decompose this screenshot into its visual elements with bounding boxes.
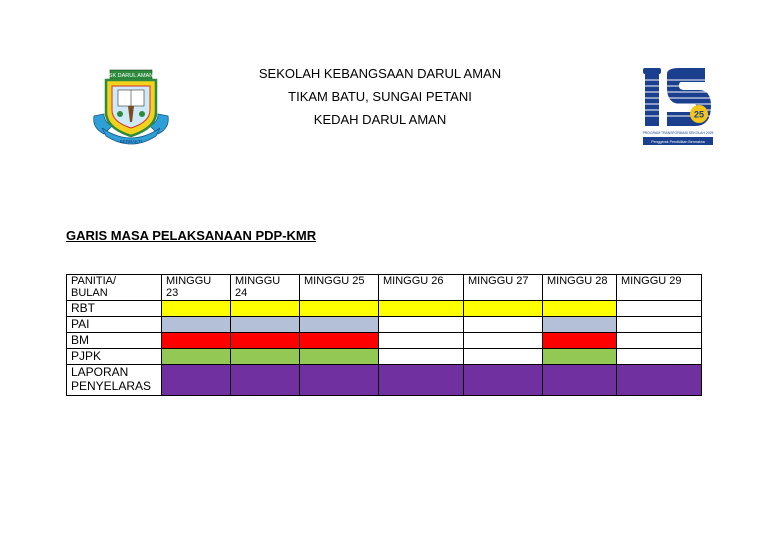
week-header-cell: MINGGU 23 bbox=[162, 275, 231, 301]
programme-number: 25 bbox=[693, 109, 705, 120]
timeline-cell bbox=[162, 349, 231, 365]
table-row bbox=[67, 349, 702, 365]
timeline-cell bbox=[543, 333, 617, 349]
timeline-cell bbox=[379, 301, 464, 317]
timeline-cell bbox=[300, 301, 379, 317]
school-name: SEKOLAH KEBANGSAAN DARUL AMAN bbox=[258, 66, 502, 81]
timeline-cell bbox=[162, 317, 231, 333]
timeline-cell bbox=[379, 349, 464, 365]
row-label-cell: RBT bbox=[67, 301, 162, 317]
timeline-cell bbox=[231, 365, 300, 396]
week-header-cell: MINGGU 25 bbox=[300, 275, 379, 301]
timeline-cell bbox=[300, 317, 379, 333]
table-row bbox=[67, 317, 702, 333]
timeline-cell bbox=[464, 301, 543, 317]
table-row bbox=[67, 365, 702, 396]
timeline-cell bbox=[617, 349, 702, 365]
timeline-cell bbox=[617, 317, 702, 333]
timeline-cell bbox=[464, 333, 543, 349]
timeline-cell bbox=[231, 317, 300, 333]
week-header-cell: MINGGU 26 bbox=[379, 275, 464, 301]
row-label-cell: PAI bbox=[67, 317, 162, 333]
table-row bbox=[67, 301, 702, 317]
timeline-table bbox=[66, 274, 702, 396]
timeline-cell bbox=[464, 365, 543, 396]
timeline-cell bbox=[617, 333, 702, 349]
timeline-cell bbox=[543, 349, 617, 365]
timeline-body bbox=[67, 301, 702, 396]
school-address: TIKAM BATU, SUNGAI PETANI bbox=[288, 89, 472, 104]
week-header-cell: MINGGU 28 bbox=[543, 275, 617, 301]
row-label-cell: LAPORAN PENYELARAS bbox=[67, 365, 162, 396]
timeline-cell bbox=[617, 301, 702, 317]
crest-ribbon-text: BERBAKTI bbox=[119, 139, 143, 144]
timeline-cell bbox=[543, 301, 617, 317]
timeline-cell bbox=[379, 365, 464, 396]
week-header-cell: MINGGU 29 bbox=[617, 275, 702, 301]
row-label-cell: BM bbox=[67, 333, 162, 349]
timeline-cell bbox=[379, 317, 464, 333]
school-state: KEDAH DARUL AMAN bbox=[313, 112, 447, 127]
school-header bbox=[230, 62, 530, 131]
programme-caption: PROGRAM TRANSFORMASI SEKOLAH 2025 bbox=[642, 131, 714, 135]
timeline-cell bbox=[162, 301, 231, 317]
timeline-cell bbox=[464, 349, 543, 365]
timeline-cell bbox=[231, 301, 300, 317]
corner-header-cell: PANITIA/ BULAN bbox=[67, 275, 162, 301]
crest-banner-text: SK DARUL AMAN bbox=[108, 73, 154, 79]
week-header-cell: MINGGU 27 bbox=[464, 275, 543, 301]
timeline-cell bbox=[300, 349, 379, 365]
table-row bbox=[67, 333, 702, 349]
timeline-cell bbox=[231, 349, 300, 365]
timeline-cell bbox=[543, 365, 617, 396]
week-header-cell: MINGGU 24 bbox=[231, 275, 300, 301]
timeline-cell bbox=[464, 317, 543, 333]
programme-logo bbox=[639, 64, 717, 148]
programme-tagline: Penggerak Pendidikan Bermakna bbox=[651, 139, 705, 144]
timeline-cell bbox=[300, 333, 379, 349]
timeline-cell bbox=[162, 333, 231, 349]
timeline-cell bbox=[379, 333, 464, 349]
timeline-cell bbox=[617, 365, 702, 396]
school-crest-logo bbox=[90, 66, 172, 146]
table-header-row bbox=[67, 275, 702, 301]
timeline-cell bbox=[543, 317, 617, 333]
timeline-cell bbox=[162, 365, 231, 396]
row-label-cell: PJPK bbox=[67, 349, 162, 365]
document-title: GARIS MASA PELAKSANAAN PDP-KMR bbox=[66, 228, 317, 243]
timeline-cell bbox=[300, 365, 379, 396]
timeline-cell bbox=[231, 333, 300, 349]
